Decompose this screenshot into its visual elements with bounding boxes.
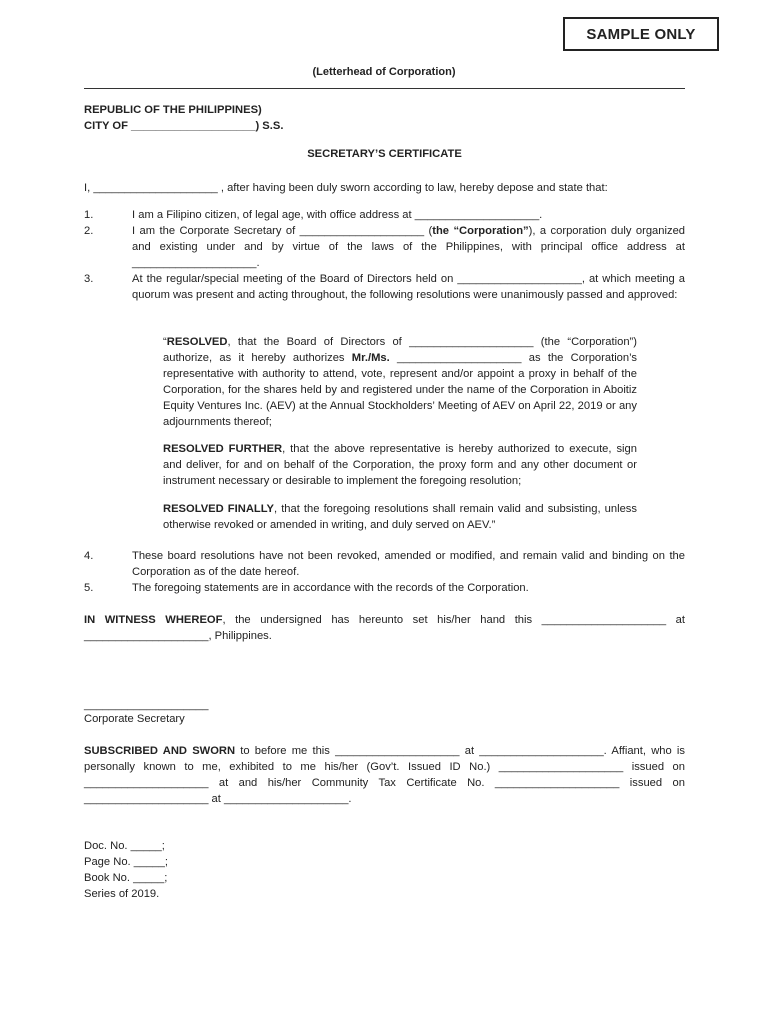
page-no: Page No. _____;: [84, 856, 168, 868]
resolved-finally-heading: RESOLVED FINALLY: [163, 503, 274, 515]
item-number: 2.: [84, 225, 94, 237]
signature-label: Corporate Secretary: [84, 713, 185, 725]
signature-line: ____________________: [84, 699, 209, 711]
witness-text: , the undersigned has hereunto set his/her hand this ____________________ at ____________________, Philippines.: [84, 614, 685, 642]
witness-heading: IN WITNESS WHEREOF: [84, 614, 223, 626]
jurat-heading: SUBSCRIBED AND SWORN: [84, 745, 236, 757]
item-text: At the regular/special meeting of the Board of Directors held on ____________________, at which meeting a quorum was present and acting throughout, the following resolutions were unanimously passed and approved:: [132, 273, 685, 301]
item-text-pre: I am the Corporate Secretary of ____________________ (: [132, 225, 433, 237]
corporation-defined-term: the “Corporation”: [432, 225, 529, 237]
item-number: 4.: [84, 550, 94, 562]
item-text: [132, 223, 685, 271]
witness-clause: [84, 612, 685, 644]
jurat-text: to before me this ____________________ at ____________________. Affiant, who is personally known to me, exhibited to me his/her (Gov’t. Issued ID No.) ____________________ issued on ____________________ at and his/her Community Tax Certificate No. ____________________ issued on ____________________ at ____________________.: [84, 745, 685, 805]
item-text-post: ), a corporation duly organized and existing under and by virtue of the laws of the Philippines, with principal office address at ____________________.: [132, 225, 686, 269]
series-year: Series of 2019.: [84, 888, 160, 900]
resolved-heading: RESOLVED: [166, 336, 228, 348]
venue-line-1: REPUBLIC OF THE PHILIPPINES): [84, 104, 262, 116]
resolution-3: [163, 501, 637, 533]
venue-line-2: CITY OF ____________________) S.S.: [84, 120, 284, 132]
item-text: These board resolutions have not been revoked, amended or modified, and remain valid and binding on the Corporation as of the date hereof.: [132, 550, 685, 578]
document-title: SECRETARY’S CERTIFICATE: [307, 148, 462, 160]
resolution-text: , that the foregoing resolutions shall remain valid and subsisting, unless otherwise revoked or amended in writing, and duly served on AEV.”: [163, 503, 637, 531]
header-rule: [84, 88, 685, 89]
item-number: 5.: [84, 582, 94, 594]
jurat-clause: [84, 743, 685, 807]
resolution-2: [163, 441, 637, 489]
book-no: Book No. _____;: [84, 872, 168, 884]
item-number: 3.: [84, 273, 94, 285]
item-number: 1.: [84, 209, 94, 221]
resolution-text: , that the Board of Directors of ____________________ (the “Corporation”) authorize, as it hereby authorizes: [163, 336, 637, 364]
resolution-text: , that the above representative is hereby authorized to execute, sign and deliver, for and on behalf of the Corporation, the proxy form and any other document or instrument necessary or desirable to implement the foregoing resolution;: [163, 443, 637, 487]
open-quote: “: [163, 336, 167, 348]
sample-only-stamp: SAMPLE ONLY: [563, 17, 719, 51]
resolution-text: ____________________ as the Corporation’s representative with authority to attend, vote, represent and/or appoint a proxy in behalf of the Corporation, for the shares held by and registered under the name of the Corporation in Aboitiz Equity Ventures Inc. (AEV) at the Annual Stockholders’ Meeting of AEV on April 22, 2019 or any adjournments thereof;: [163, 352, 637, 428]
resolution-1: [163, 334, 637, 430]
doc-no: Doc. No. _____;: [84, 840, 165, 852]
item-text: I am a Filipino citizen, of legal age, with office address at ____________________.: [132, 209, 543, 221]
mr-ms-label: Mr./Ms.: [351, 352, 390, 364]
resolved-further-heading: RESOLVED FURTHER: [163, 443, 283, 455]
letterhead: (Letterhead of Corporation): [312, 66, 456, 78]
intro-statement: I, ____________________ , after having been duly sworn according to law, hereby depose and state that:: [84, 182, 608, 194]
item-text: The foregoing statements are in accordance with the records of the Corporation.: [132, 582, 529, 594]
